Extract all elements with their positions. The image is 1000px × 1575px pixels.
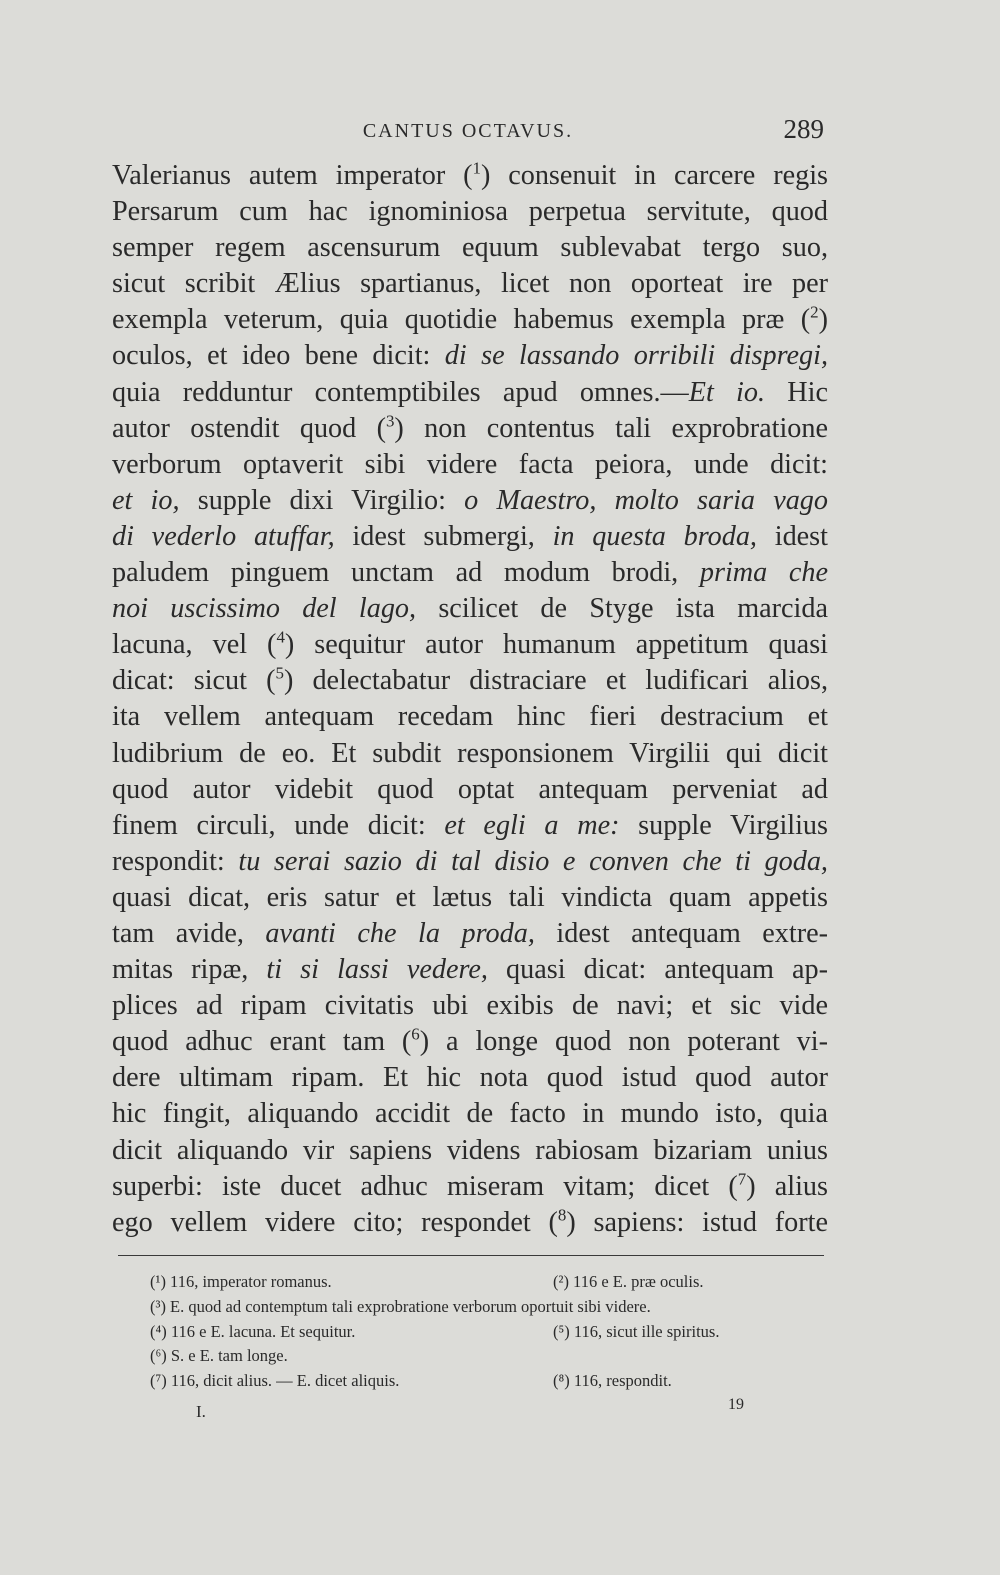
text-run: autor ostendit quod ( [112, 412, 386, 444]
footnote-ref: 6 [411, 1024, 420, 1044]
text-run: verborum optaverit sibi videre facta peiora, unde dicit: [112, 448, 828, 480]
italic-quote: Et io. [688, 376, 766, 408]
text-run: lacuna, vel ( [112, 629, 277, 661]
text-run: exempla veterum, quia quotidie habemus exempla præ ( [112, 304, 811, 336]
text-line [112, 1205, 828, 1241]
italic-quote: tu serai sazio di tal disio e conven che ti goda, [238, 845, 828, 877]
signature-mark: I. [196, 1402, 206, 1421]
running-title: CANTUS OCTAVUS. [362, 120, 574, 142]
text-run: idest submergi, [334, 520, 553, 552]
text-run: ) alius [746, 1170, 828, 1202]
text-run: ) a longe quod non poterant vi- [419, 1026, 828, 1058]
body-text [112, 158, 828, 1241]
text-run: ) sapiens: istud forte [566, 1206, 828, 1238]
text-line [112, 338, 828, 374]
text-run: oculos, et ideo bene dicit: [112, 340, 445, 372]
text-run: Persarum cum hac ignominiosa perpetua servitute, quod [112, 196, 828, 228]
text-run: ) non contentus tali exprobratione [394, 412, 828, 444]
text-run: quod adhuc erant tam ( [112, 1026, 412, 1058]
footnote-row [150, 1270, 840, 1295]
page-number: 289 [783, 114, 824, 144]
text-run: dicat: sicut ( [112, 665, 276, 697]
footnote-right: (⁵) 116, sicut ille spiritus. [553, 1321, 720, 1341]
text-run: ) consenuit in carcere regis [480, 160, 828, 191]
text-run: ita vellem antequam recedam hinc fieri destracium et [112, 701, 828, 733]
footnote-ref: 4 [276, 627, 285, 647]
text-line [112, 483, 828, 519]
text-line [112, 699, 828, 735]
text-run: dicit aliquando vir sapiens videns rabiosam bizariam unius [112, 1134, 828, 1166]
footnote-left: (¹) 116, imperator romanus. [150, 1272, 332, 1291]
text-run: supple Virgilius [619, 809, 828, 841]
text-line [112, 627, 828, 663]
text-run: scilicet de Styge ista marcida [416, 593, 828, 625]
text-line [112, 519, 828, 555]
text-run: finem circuli, unde dicit: [112, 809, 445, 841]
footnote-right: (⁸) 116, respondit. [553, 1371, 672, 1391]
footnote-ref: 5 [275, 663, 284, 683]
text-line [112, 808, 828, 844]
text-run: ego vellem videre cito; respondet ( [112, 1206, 558, 1238]
footnotes [150, 1270, 840, 1394]
text-run: ) delectabatur distraciare et ludificari alios, [283, 665, 829, 697]
text-line [112, 1169, 828, 1205]
text-run: respondit: [112, 845, 239, 877]
text-line [112, 158, 828, 194]
text-line [112, 1096, 828, 1132]
footnote-right: (²) 116 e E. præ oculis. [553, 1272, 704, 1291]
text-line [112, 1133, 828, 1169]
running-head [112, 112, 824, 152]
footnote-row [150, 1295, 840, 1320]
text-run: dere ultimam ripam. Et hic nota quod istud quod autor [112, 1062, 828, 1094]
footnote-left: (⁷) 116, dicit alius. — E. dicet aliquis. [150, 1371, 400, 1391]
text-run: quod autor videbit quod optat antequam perveniat ad [112, 773, 828, 805]
footnote-ref: 1 [472, 158, 481, 178]
text-line [112, 1060, 828, 1096]
italic-quote: ti si lassi vedere, [266, 954, 488, 986]
footnote-left: (⁴) 116 e E. lacuna. Et sequitur. [150, 1321, 356, 1341]
footnote-left: (³) E. quod ad contemptum tali exprobratione verborum oportuit sibi videre. [150, 1296, 651, 1316]
footnote-rule [118, 1255, 824, 1256]
text-line [112, 194, 828, 230]
footnote-ref: 8 [557, 1205, 567, 1225]
text-run: quia redduntur contemptibiles apud omnes.— [112, 376, 689, 408]
italic-quote: prima che [699, 557, 828, 589]
text-run: ) sequitur autor humanum appetitum quasi [284, 629, 828, 661]
sheet-number: 19 [728, 1396, 744, 1413]
text-line [112, 736, 828, 772]
text-line [112, 844, 828, 880]
italic-quote: noi uscissimo del lago, [112, 593, 417, 625]
text-run: ( [463, 160, 473, 191]
italic-quote: in questa broda, [552, 520, 757, 552]
text-line [112, 880, 828, 916]
italic-quote: o Maestro, molto saria vago [464, 484, 828, 516]
text-run: mitas ripæ, [112, 954, 267, 986]
text-run: tam avide, [112, 917, 266, 949]
text-line [112, 1024, 828, 1060]
text-run: supple dixi Virgilio: [179, 484, 465, 516]
italic-quote: di se lassando orribili dispregi, [444, 340, 828, 372]
text-run: quasi dicat, eris satur et lætus tali vindicta quam appetis [112, 881, 828, 913]
text-line [112, 663, 828, 699]
text-run: sicut scribit Ælius spartianus, licet non oporteat ire per [112, 268, 828, 300]
italic-quote: di vederlo atuffar, [112, 520, 335, 552]
text-run: idest antequam extre- [534, 917, 829, 949]
footnote-ref: 3 [385, 411, 395, 431]
text-line [112, 555, 828, 591]
footnote-row [150, 1320, 840, 1345]
text-line [112, 230, 828, 266]
text-line [112, 591, 828, 627]
text-run: plices ad ripam civitatis ubi exibis de navi; et sic vide [112, 990, 828, 1022]
text-line [112, 266, 828, 302]
text-line [112, 302, 828, 338]
text-line [112, 772, 828, 808]
text-run: quasi dicat: antequam ap- [487, 954, 829, 986]
italic-quote: avanti che la proda, [265, 917, 535, 949]
footnote-ref: 2 [810, 302, 819, 322]
text-run: idest [756, 520, 828, 552]
text-line [112, 916, 828, 952]
text-line [112, 952, 828, 988]
text-run: paludem pinguem unctam ad modum brodi, [112, 557, 700, 589]
text-run: hic fingit, aliquando accidit de facto in mundo isto, quia [112, 1098, 828, 1130]
text-line [112, 411, 828, 447]
text-run: Hic [765, 376, 829, 408]
italic-quote: et egli a me: [444, 809, 620, 841]
text-run: semper regem ascensurum equum sublevabat tergo suo, [112, 232, 828, 264]
footnote-ref: 7 [737, 1169, 747, 1189]
text-line [112, 375, 828, 411]
footnote-row [150, 1344, 840, 1369]
text-line [112, 447, 828, 483]
footnote-left: (⁶) S. e E. tam longe. [150, 1346, 288, 1366]
text-run: ludibrium de eo. Et subdit responsionem Virgilii qui dicit [112, 737, 828, 769]
text-run: superbi: iste ducet adhuc miseram vitam; dicet ( [112, 1170, 738, 1202]
text-line [112, 988, 828, 1024]
text-run: ) [818, 304, 828, 336]
text-run: Valerianus autem imperator [112, 160, 464, 191]
italic-quote: et io, [112, 484, 180, 516]
footnote-row [150, 1369, 840, 1394]
